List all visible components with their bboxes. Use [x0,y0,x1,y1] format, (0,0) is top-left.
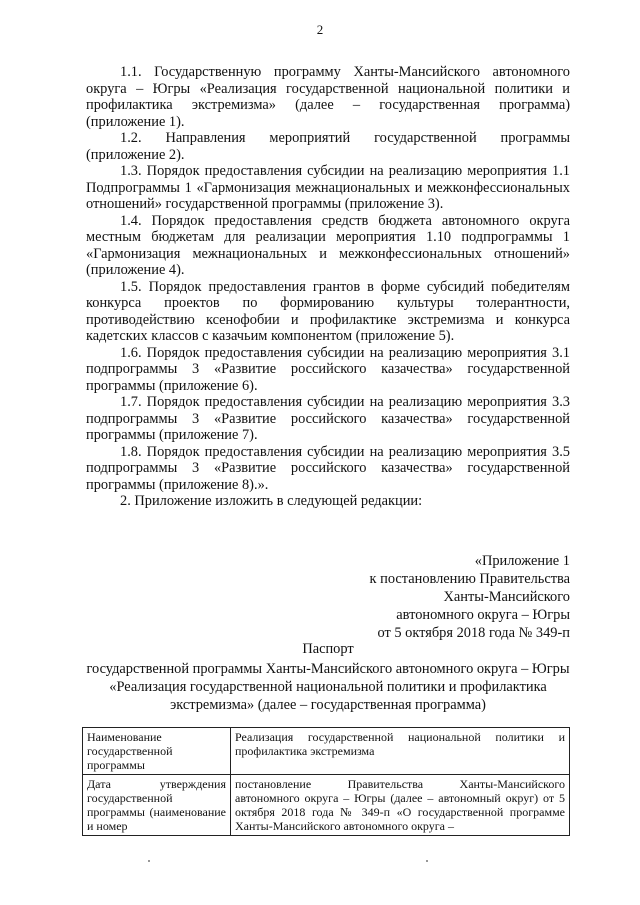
table-cell-label: Наименование государственной программы [83,728,231,775]
paragraph-1-7: 1.7. Порядок предоставления субсидии на реализацию мероприятия 3.3 подпрограммы 3 «Развитие российского казачества» государственной программы (приложение 7). [86,394,570,443]
table-cell-value: Реализация государственной национальной политики и профилактика экстремизма [231,728,570,775]
appendix-line-3: Ханты-Мансийского [443,589,570,605]
appendix-line-2: к постановлению Правительства [369,571,570,587]
paragraph-1-2: 1.2. Направления мероприятий государственной программы (приложение 2). [86,130,570,163]
table-cell-label: Дата утверждения государственной программы (наименование и номер [83,775,231,836]
table-row [83,775,570,836]
passport-table [82,727,570,836]
body-text [86,64,570,510]
paragraph-1-1: 1.1. Государственную программу Ханты-Мансийского автономного округа – Югры «Реализация государственной национальной политики и профилактика экстремизма» (далее – государственная программа) (приложение 1). [86,64,570,130]
page-number: 2 [316,22,324,37]
paragraph-1-8: 1.8. Порядок предоставления субсидии на реализацию мероприятия 3.5 подпрограммы 3 «Развитие российского казачества» государственной программы (приложение 8).». [86,443,570,493]
appendix-line-5: от 5 октября 2018 года № 349-п [377,625,570,641]
paragraph-1-5: 1.5. Порядок предоставления грантов в форме субсидий победителям конкурса проектов по формированию культуры толерантности, противодействию ксенофобии и профилактике экстремизма и конкурса кадетских классов с казачьим компонентом (приложение 5). [86,278,570,344]
paragraph-1-6: 1.6. Порядок предоставления субсидии на реализацию мероприятия 3.1 подпрограммы 3 «Развитие российского казачества» государственной программы (приложение 6). [86,344,570,394]
paragraph-1-3: 1.3. Порядок предоставления субсидии на реализацию мероприятия 1.1 Подпрограммы 1 «Гармонизация межнациональных и межконфессиональных отношений» государственной программы (приложение 3). [86,163,570,212]
passport-subtitle: государственной программы Ханты-Мансийского автономного округа – Югры «Реализация государственной национальной политики и профилактика экстремизма» (далее – государственная программа) [86,661,570,713]
appendix-line-1: «Приложение 1 [474,553,570,569]
table-cell-value: постановление Правительства Ханты-Мансийского автономного округа – Югры (далее – автономный округ) от 5 октября 2018 года № 349-п «О государственной программе Ханты-Мансийского автономного округа – [231,775,570,836]
scan-speck [426,860,428,862]
paragraph-1-4: 1.4. Порядок предоставления средств бюджета автономного округа местным бюджетам для реализации мероприятия 1.10 подпрограммы 1 «Гармонизация межнациональных и межконфессиональных отношений» (приложение 4). [86,212,570,278]
paragraph-2: 2. Приложение изложить в следующей редакции: [120,493,423,509]
table-row [83,728,570,775]
appendix-line-4: автономного округа – Югры [396,607,570,623]
passport-title: Паспорт [302,641,354,657]
scan-speck [148,860,150,862]
appendix-header [280,552,570,642]
